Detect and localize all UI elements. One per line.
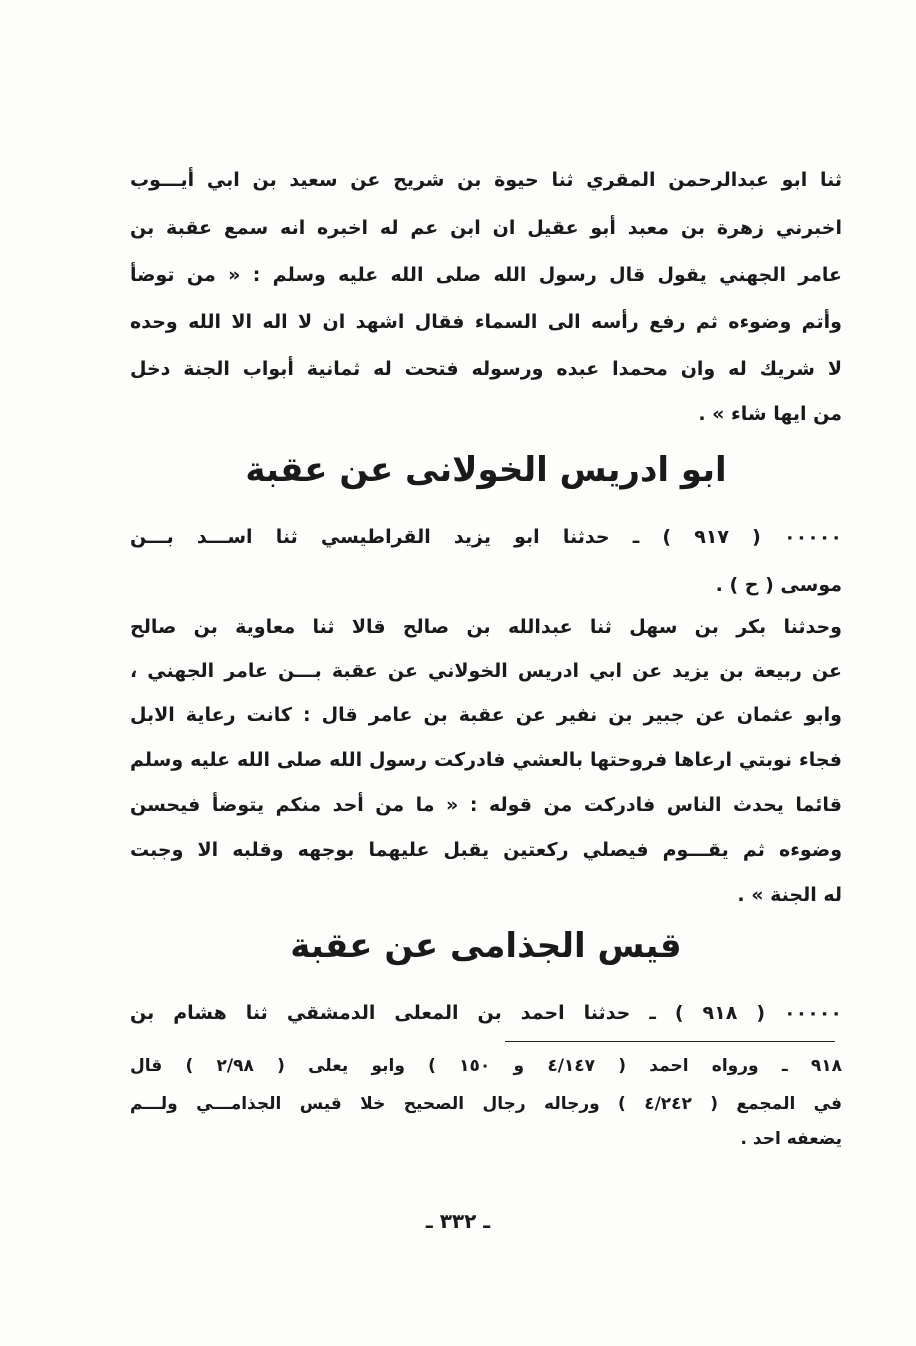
body-line-6: من ايها شاء » . [698,403,842,425]
footnote-line-1: ٩١٨ ـ ورواه احمد ( ٤/١٤٧ و ١٥٠ ) وابو يعلى ( ٢/٩٨ ) قال [130,1056,842,1076]
section-heading-abu-idris: ابو ادريس الخولانى عن عقبة [245,450,727,490]
footnote-separator [505,1041,835,1042]
hadith-917-line-8: وضوءه ثم يقـــوم فيصلي ركعتين يقبل عليهما بوجهه وقلبه الا وجبت [130,839,842,861]
hadith-917-line-7: قائما يحدث الناس فادركت من قوله : « ما من أحد منكم يتوضأ فيحسن [130,794,842,816]
body-line-5: لا شريك له وان محمدا عبده ورسوله فتحت له ثمانية أبواب الجنة دخل [130,358,842,380]
body-line-2: اخبرني زهرة بن معبد أبو عقيل ان ابن عم له اخبره انه سمع عقبة بن [130,217,842,239]
footnote-line-3: يضعفه احد . [740,1129,842,1149]
hadith-917-line-1: ٠٠٠٠٠ ( ٩١٧ ) ـ حدثنا ابو يزيد القراطيسي ثنا اســـد بـــن [130,526,842,548]
body-line-3: عامر الجهني يقول قال رسول الله صلى الله عليه وسلم : « من توضأ [130,264,842,286]
hadith-917-line-6: فجاء نوبتي ارعاها فروحتها بالعشي فادركت رسول الله صلى الله عليه وسلم [130,749,842,771]
body-line-1: ثنا ابو عبدالرحمن المقري ثنا حيوة بن شريح عن سعيد بن ابي أيـــوب [130,169,842,191]
hadith-917-line-2: موسى ( ح ) . [715,574,842,596]
section-heading-qays: قيس الجذامى عن عقبة [290,926,682,966]
hadith-918-line-1: ٠٠٠٠٠ ( ٩١٨ ) ـ حدثنا احمد بن المعلى الدمشقي ثنا هشام بن [130,1002,842,1024]
hadith-917-line-5: وابو عثمان عن جبير بن نفير عن عقبة بن عامر قال : كانت رعاية الابل [130,704,842,726]
hadith-917-line-9: له الجنة » . [737,884,842,906]
footnote-line-2: في المجمع ( ٤/٢٤٢ ) ورجاله رجال الصحيح خلا قيس الجذامـــي ولـــم [130,1094,842,1114]
body-line-4: وأتم وضوءه ثم رفع رأسه الى السماء فقال اشهد ان لا اله الا الله وحده [130,311,842,333]
page-number: ـ ٣٣٢ ـ [425,1209,491,1233]
hadith-917-line-3: وحدثنا بكر بن سهل ثنا عبدالله بن صالح قالا ثنا معاوية بن صالح [130,616,842,638]
hadith-917-line-4: عن ربيعة بن يزيد عن ابي ادريس الخولاني عن عقبة بـــن عامر الجهني ، [130,660,842,682]
